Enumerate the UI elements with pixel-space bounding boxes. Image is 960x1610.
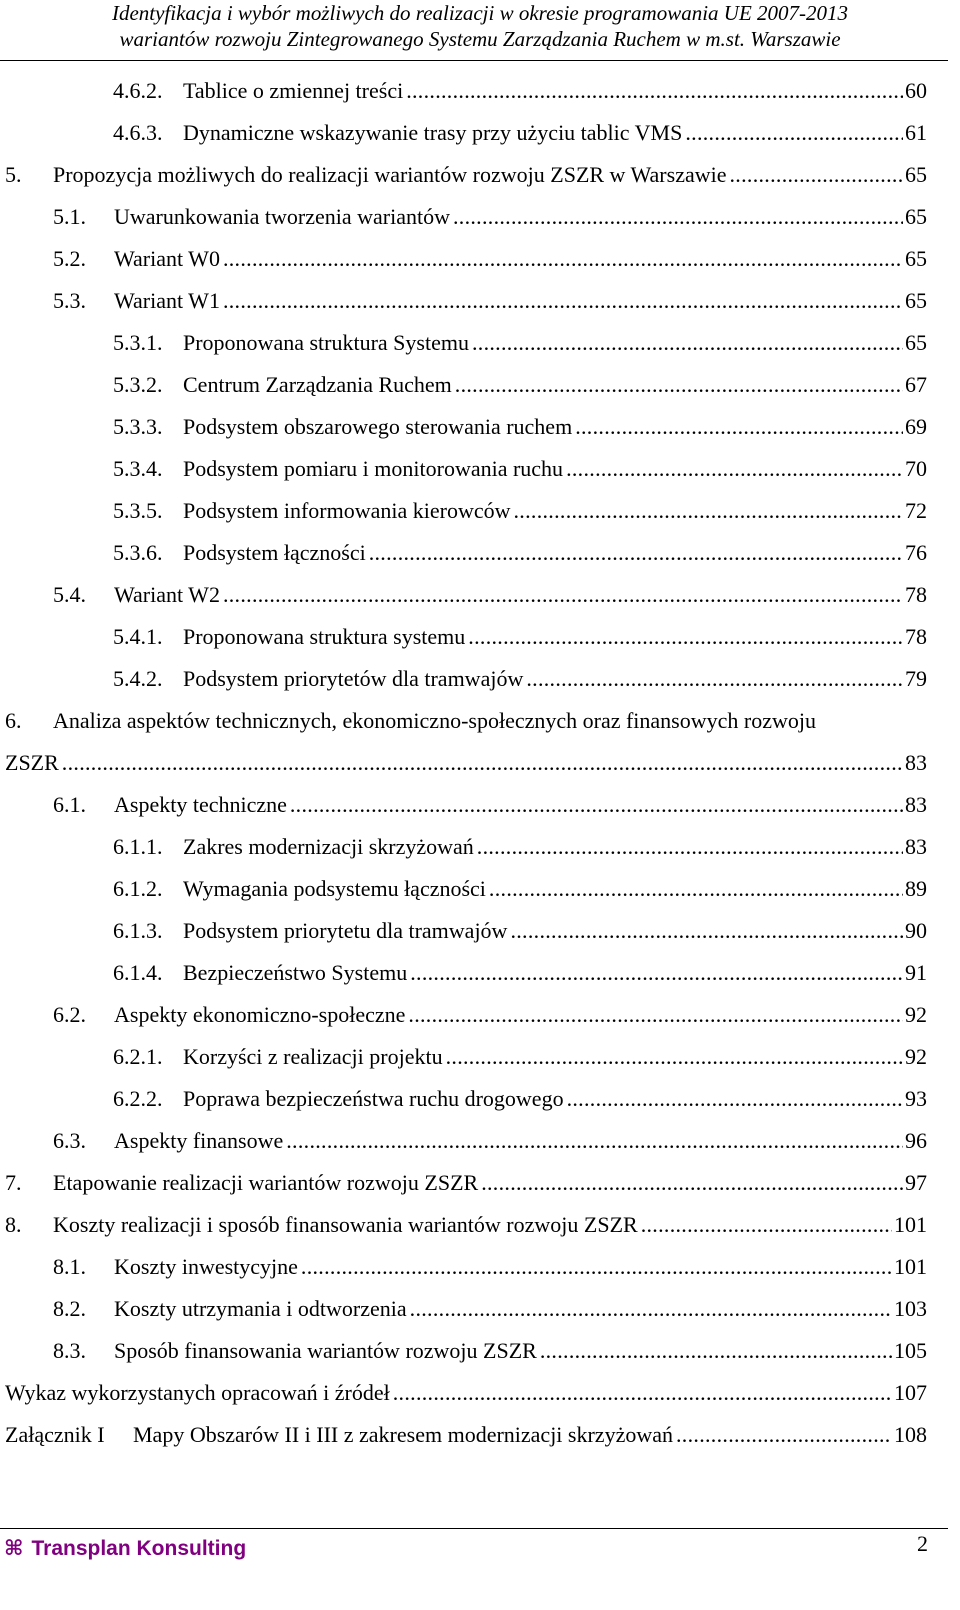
toc-page: 91 <box>905 960 927 985</box>
toc-page: 65 <box>905 162 927 187</box>
toc-number: 5.3. <box>53 288 86 313</box>
toc-title: Uwarunkowania tworzenia wariantów <box>114 204 450 229</box>
toc-title: Proponowana struktura systemu <box>183 624 466 649</box>
toc-entry[interactable] <box>113 455 927 483</box>
toc-leader <box>290 791 903 819</box>
toc-title: Propozycja możliwych do realizacji wariantów rozwoju ZSZR w Warszawie <box>53 162 727 187</box>
header-line-2: wariantów rozwoju Zintegrowanego Systemu Zarządzania Ruchem w m.st. Warszawie <box>119 27 841 51</box>
toc-leader <box>540 1337 892 1365</box>
toc-page: 107 <box>894 1380 927 1405</box>
toc-number: 8.3. <box>53 1338 86 1363</box>
toc-leader <box>301 1253 892 1281</box>
toc-number: 5.3.2. <box>113 372 163 397</box>
toc-page: 89 <box>905 876 927 901</box>
toc-leader <box>453 203 903 231</box>
toc-entry[interactable] <box>53 245 927 273</box>
toc-entry[interactable] <box>113 371 927 399</box>
toc-leader <box>223 581 903 609</box>
toc-leader <box>575 413 903 441</box>
toc-page: 78 <box>905 582 927 607</box>
toc-page: 72 <box>905 498 927 523</box>
toc-entry[interactable] <box>53 581 927 609</box>
toc-title: Aspekty ekonomiczno-społeczne <box>114 1002 406 1027</box>
toc-number: 6.3. <box>53 1128 86 1153</box>
header-line-1: Identyfikacja i wybór możliwych do realizacji w okresie programowania UE 2007-2013 <box>111 1 849 25</box>
toc-entry[interactable] <box>113 959 927 987</box>
toc-page: 92 <box>905 1002 927 1027</box>
toc-entry[interactable] <box>113 665 927 693</box>
toc-leader <box>223 245 903 273</box>
toc-page: 69 <box>905 414 927 439</box>
toc-entry[interactable] <box>113 917 927 945</box>
toc-title: Koszty inwestycyjne <box>114 1254 298 1279</box>
toc-number: 8.1. <box>53 1254 86 1279</box>
toc-entry[interactable] <box>5 161 927 189</box>
toc-title: Koszty utrzymania i odtworzenia <box>114 1296 407 1321</box>
toc-page: 96 <box>905 1128 927 1153</box>
toc-page: 103 <box>894 1296 927 1321</box>
toc-number: 6.2. <box>53 1002 86 1027</box>
toc-title: Podsystem priorytetów dla tramwajów <box>183 666 524 691</box>
toc-number: 6.1.3. <box>113 918 163 943</box>
toc-entry[interactable] <box>113 77 927 105</box>
toc-number: 5.2. <box>53 246 86 271</box>
toc-entry[interactable] <box>113 1085 927 1113</box>
toc-title: Centrum Zarządzania Ruchem <box>183 372 452 397</box>
toc-entry[interactable] <box>113 1043 927 1071</box>
toc-leader <box>477 833 903 861</box>
toc-title: Podsystem priorytetu dla tramwajów <box>183 918 508 943</box>
toc-entry[interactable] <box>53 287 927 315</box>
toc-number: 5.4.1. <box>113 624 163 649</box>
toc-page: 65 <box>905 330 927 355</box>
toc-entry[interactable] <box>113 875 927 903</box>
toc-entry[interactable] <box>5 1211 927 1239</box>
toc-entry[interactable] <box>113 413 927 441</box>
toc-leader <box>481 1169 903 1197</box>
toc-leader <box>406 77 903 105</box>
toc-title: Dynamiczne wskazywanie trasy przy użyciu tablic VMS <box>183 120 683 145</box>
toc-number: 5.4.2. <box>113 666 163 691</box>
toc-entry[interactable] <box>5 1169 927 1197</box>
toc-title: Aspekty finansowe <box>114 1128 284 1153</box>
toc-page: 67 <box>905 372 927 397</box>
toc-title: ZSZR <box>5 750 59 775</box>
toc-entry-wrapped[interactable] <box>5 707 816 735</box>
toc-leader <box>566 455 903 483</box>
logo-symbol-icon: ⌘ <box>4 1537 24 1560</box>
toc-entry[interactable] <box>53 1253 927 1281</box>
toc-title: Proponowana struktura Systemu <box>183 330 469 355</box>
toc-leader <box>410 1295 892 1323</box>
toc-leader <box>730 161 904 189</box>
toc-title: Podsystem obszarowego sterowania ruchem <box>183 414 573 439</box>
toc-page: 60 <box>905 78 927 103</box>
toc-leader <box>369 539 903 567</box>
toc-page: 65 <box>905 204 927 229</box>
toc-title: Korzyści z realizacji projektu <box>183 1044 443 1069</box>
toc-number: 5.4. <box>53 582 86 607</box>
toc-title: Poprawa bezpieczeństwa ruchu drogowego <box>183 1086 564 1111</box>
toc-entry[interactable] <box>53 1337 927 1365</box>
toc-leader <box>472 329 903 357</box>
toc-title: Tablice o zmiennej treści <box>183 78 404 103</box>
toc-title: Etapowanie realizacji wariantów rozwoju ZSZR <box>53 1170 479 1195</box>
page-number: 2 <box>917 1531 928 1556</box>
toc-leader <box>286 1127 903 1155</box>
toc-title: Sposób finansowania wariantów rozwoju ZSZR <box>114 1338 537 1363</box>
toc-title: Wymagania podsystemu łączności <box>183 876 486 901</box>
toc-number: 4.6.2. <box>113 78 163 103</box>
toc-number: 4.6.3. <box>113 120 163 145</box>
toc-entry[interactable] <box>53 203 927 231</box>
toc-page: 93 <box>905 1086 927 1111</box>
toc-page: 76 <box>905 540 927 565</box>
toc-number: 6.1.1. <box>113 834 163 859</box>
toc-page: 79 <box>905 666 927 691</box>
toc-page: 83 <box>905 792 927 817</box>
toc-page: 101 <box>894 1254 927 1279</box>
toc-leader <box>510 917 903 945</box>
header-divider <box>0 60 948 61</box>
toc-number: 6.1.2. <box>113 876 163 901</box>
toc-page: 65 <box>905 288 927 313</box>
toc-number: 6. <box>5 708 22 733</box>
toc-title: Podsystem informowania kierowców <box>183 498 511 523</box>
toc-page: 65 <box>905 246 927 271</box>
toc-leader <box>641 1211 892 1239</box>
toc-number: 6.2.2. <box>113 1086 163 1111</box>
toc-leader <box>455 371 903 399</box>
toc-leader <box>410 959 903 987</box>
toc-title: Podsystem pomiaru i monitorowania ruchu <box>183 456 564 481</box>
toc-number: 5.3.5. <box>113 498 163 523</box>
toc-entry-continuation[interactable] <box>5 749 927 777</box>
company-logo <box>4 1535 246 1563</box>
toc-number: 7. <box>5 1170 22 1195</box>
toc-page: 78 <box>905 624 927 649</box>
toc-entry[interactable] <box>53 1295 927 1323</box>
toc-leader <box>526 665 903 693</box>
toc-page: 90 <box>905 918 927 943</box>
toc-title: Wykaz wykorzystanych opracowań i źródeł <box>5 1380 390 1405</box>
toc-leader <box>408 1001 903 1029</box>
toc-page: 108 <box>894 1422 927 1447</box>
toc-title: Wariant W2 <box>114 582 220 607</box>
toc-entry[interactable] <box>5 1421 927 1449</box>
toc-entry[interactable] <box>113 329 927 357</box>
toc-page: 61 <box>905 120 927 145</box>
toc-number: 8.2. <box>53 1296 86 1321</box>
toc-number: 5.3.3. <box>113 414 163 439</box>
toc-title: Podsystem łączności <box>183 540 366 565</box>
toc-number: 5.1. <box>53 204 86 229</box>
toc-number: 5.3.6. <box>113 540 163 565</box>
toc-number: 5. <box>5 162 22 187</box>
toc-title: Aspekty techniczne <box>114 792 287 817</box>
toc-entry[interactable] <box>113 539 927 567</box>
toc-entry[interactable] <box>113 833 927 861</box>
toc-page: 97 <box>905 1170 927 1195</box>
toc-leader <box>468 623 903 651</box>
toc-leader <box>62 749 903 777</box>
toc-title: Wariant W1 <box>114 288 220 313</box>
toc-leader <box>446 1043 903 1071</box>
toc-leader <box>393 1379 892 1407</box>
toc-title: Koszty realizacji i sposób finansowania wariantów rozwoju ZSZR <box>53 1212 638 1237</box>
toc-entry[interactable] <box>53 791 927 819</box>
toc-entry[interactable] <box>53 1127 927 1155</box>
toc-entry[interactable] <box>113 623 927 651</box>
toc-title: Zakres modernizacji skrzyżowań <box>183 834 474 859</box>
toc-page: 101 <box>894 1212 927 1237</box>
toc-number: Załącznik I <box>5 1422 105 1447</box>
toc-title: Bezpieczeństwo Systemu <box>183 960 408 985</box>
toc-leader <box>676 1421 892 1449</box>
toc-number: 6.1. <box>53 792 86 817</box>
toc-entry[interactable] <box>113 119 927 147</box>
toc-number: 5.3.4. <box>113 456 163 481</box>
toc-page: 105 <box>894 1338 927 1363</box>
toc-number: 6.1.4. <box>113 960 163 985</box>
toc-leader <box>685 119 903 147</box>
toc-page: 83 <box>905 834 927 859</box>
toc-number: 5.3.1. <box>113 330 163 355</box>
toc-leader <box>489 875 903 903</box>
toc-leader <box>514 497 904 525</box>
logo-text: Transplan Konsulting <box>31 1537 247 1560</box>
toc-title: Analiza aspektów technicznych, ekonomiczno-społecznych oraz finansowych rozwoju <box>53 708 816 733</box>
toc-leader <box>567 1085 903 1113</box>
toc-title: Wariant W0 <box>114 246 220 271</box>
toc-page: 70 <box>905 456 927 481</box>
toc-entry[interactable] <box>5 1379 927 1407</box>
toc-entry[interactable] <box>113 497 927 525</box>
toc-number: 8. <box>5 1212 22 1237</box>
toc-title: Mapy Obszarów II i III z zakresem modernizacji skrzyżowań <box>133 1422 673 1447</box>
footer-divider <box>0 1528 948 1529</box>
toc-page: 83 <box>905 750 927 775</box>
toc-leader <box>223 287 903 315</box>
toc-number: 6.2.1. <box>113 1044 163 1069</box>
toc-entry[interactable] <box>53 1001 927 1029</box>
toc-page: 92 <box>905 1044 927 1069</box>
